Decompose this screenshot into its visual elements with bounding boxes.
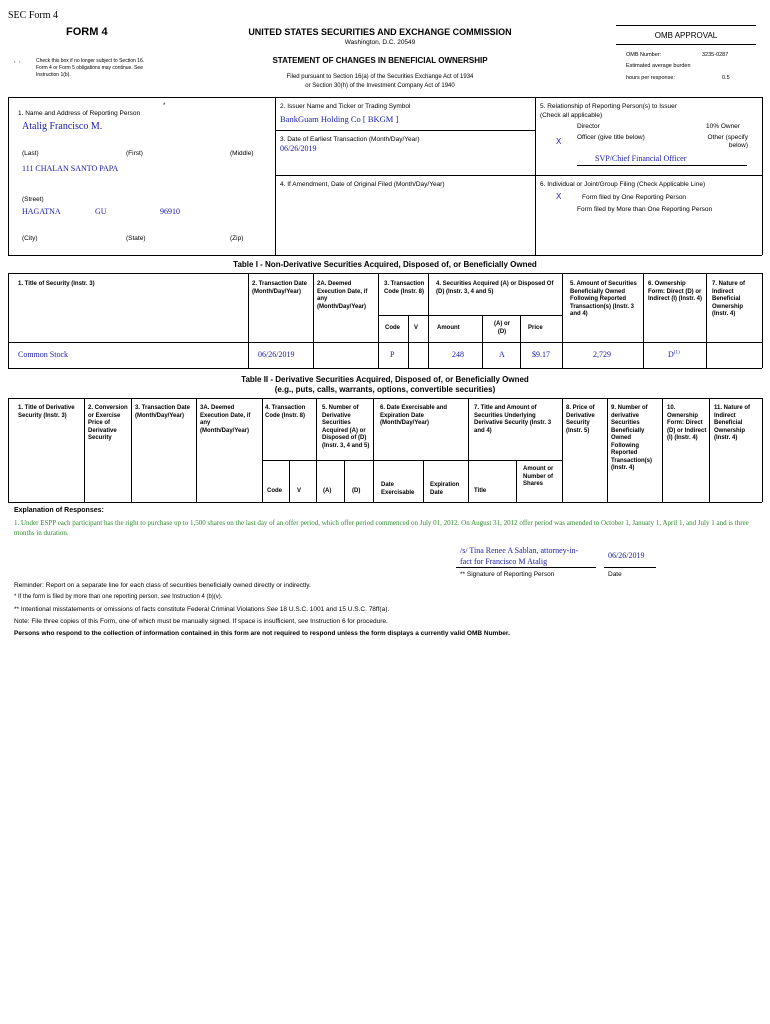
t2-v-header: V: [297, 488, 302, 494]
explanation-text: 1. Under ESPP each participant has the right to purchase up to 1,500 shares on the last day of an offer period, which offer period commenced on July 01, 2012. On August 31, 2012 offer period was amended to October 1, January 1, April 1, and July 1 and is three months in duration.: [14, 519, 749, 537]
form-title: FORM 4: [66, 26, 108, 38]
last-label: (Last): [22, 150, 39, 157]
t1-code-header: Code: [385, 325, 400, 331]
reporting-person-name[interactable]: Atalig Francisco M.: [22, 121, 103, 132]
t1-row-title[interactable]: Common Stock: [18, 350, 69, 359]
issuer-value[interactable]: BankGuam Holding Co [ BKGM ]: [280, 114, 399, 124]
officer-title[interactable]: SVP/Chief Financial Officer: [595, 154, 687, 163]
t2-h6: 6. Date Exercisable and Expiration Date (Month/Day/Year): [380, 405, 448, 426]
street-value[interactable]: 111 CHALAN SANTO PAPA: [22, 164, 119, 173]
explanation-label: Explanation of Responses:: [14, 507, 104, 514]
middle-label: (Middle): [230, 150, 254, 157]
director-label[interactable]: Director: [577, 123, 600, 130]
table1-title: Table I - Non-Derivative Securities Acquired, Disposed of, or Beneficially Owned: [233, 260, 537, 269]
footnote-1: * If the form is filed by more than one reporting person, see Instruction 4 (b)(v).: [14, 594, 223, 600]
t2-a-header: (A): [323, 488, 332, 494]
earliest-date-label: 3. Date of Earliest Transaction (Month/Day/Year): [280, 136, 420, 143]
city-label: (City): [22, 235, 38, 242]
issuer-label: 2. Issuer Name and Ticker or Trading Symbol: [280, 103, 411, 110]
reminder-text: Reminder: Report on a separate line for each class of securities beneficially owned directly or indirectly.: [14, 582, 311, 589]
t2-h3a: 3A. Deemed Execution Date, if any (Month/Day/Year): [200, 405, 251, 434]
t1-h5: 5. Amount of Securities Beneficially Owned Following Reported Transaction(s) (Instr. 3 and 4): [570, 281, 637, 317]
zip-value[interactable]: 96910: [160, 207, 180, 216]
t1-row-date[interactable]: 06/26/2019: [258, 350, 295, 359]
t1-row-price[interactable]: $9.17: [532, 350, 550, 359]
t2-amount-header: Amount or Number of Shares: [523, 466, 554, 487]
footnote-2: ** Intentional misstatements or omissions of facts constitute Federal Criminal Violations See 18 U.S.C. 1001 and 15 U.S.C. 78ff(a).: [14, 606, 390, 613]
omb-hours-value: 0.5: [722, 75, 730, 81]
filing-more-label[interactable]: Form filed by More than One Reporting Person: [577, 206, 713, 213]
t2-code-header: Code: [267, 488, 282, 494]
t1-amount-header: Amount: [437, 325, 460, 331]
reporting-person-label: 1. Name and Address of Reporting Person: [18, 110, 141, 117]
t2-d-header: (D): [352, 488, 361, 494]
t1-ad-header: (A) or (D): [494, 321, 510, 335]
first-label: (First): [126, 150, 143, 157]
t1-row-code[interactable]: P: [390, 350, 395, 359]
t2-date-exercisable-header: Date Exercisable: [381, 482, 415, 496]
amendment-label: 4. If Amendment, Date of Original Filed (Month/Day/Year): [280, 181, 445, 188]
t2-h9: 9. Number of derivative Securities Beneficially Owned Following Reported Transaction(s) (Instr. 4): [611, 405, 653, 471]
t2-h11: 11. Nature of Indirect Beneficial Ownership (Instr. 4): [714, 405, 751, 441]
t2-h4: 4. Transaction Code (Instr. 8): [265, 405, 306, 419]
commission-city: Washington, D.C. 20549: [344, 39, 416, 46]
t2-h10: 10. Ownership Form: Direct (D) or Indirect (I) (Instr. 4): [667, 405, 707, 441]
t1-price-header: Price: [528, 325, 543, 331]
relationship-sub: (Check all applicable): [540, 112, 603, 119]
ten-pct-owner-label[interactable]: 10% Owner: [706, 123, 740, 130]
t1-h2: 2. Transaction Date (Month/Day/Year): [252, 281, 308, 295]
t1-h7: 7. Nature of Indirect Beneficial Ownership (Instr. 4): [712, 281, 746, 317]
officer-check-mark[interactable]: X: [556, 137, 562, 146]
date-label: Date: [608, 571, 622, 578]
table2-subtitle: (e.g., puts, calls, warrants, options, convertible securities): [274, 385, 496, 394]
t1-row-amount[interactable]: 248: [452, 350, 464, 359]
signature-label: ** Signature of Reporting Person: [460, 571, 555, 578]
statement-title: STATEMENT OF CHANGES IN BENEFICIAL OWNERSHIP: [272, 56, 488, 65]
t1-row-owned[interactable]: 2,729: [593, 350, 611, 359]
omb-number-value: 3235-0287: [702, 52, 729, 58]
table2-title: Table II - Derivative Securities Acquired, Disposed of, or Beneficially Owned: [241, 375, 529, 384]
omb-number-label: OMB Number:: [626, 52, 662, 58]
t1-row-form[interactable]: $D^{(1)}$: [668, 350, 680, 359]
signature-line-2[interactable]: fact for Francisco M Atalig: [460, 557, 548, 566]
t1-row-form-footnote: (1): [673, 350, 680, 356]
filed-line-2: or Section 30(h) of the Investment Company Act of 1940: [305, 83, 455, 89]
signature-date[interactable]: 06/26/2019: [608, 551, 645, 560]
checkbox-marker[interactable]: , ,: [14, 58, 21, 64]
relationship-label: 5. Relationship of Reporting Person(s) to Issuer: [540, 103, 677, 110]
officer-label[interactable]: Officer (give title below): [577, 134, 645, 141]
t1-h3: 3. Transaction Code (Instr. 8): [384, 281, 425, 295]
footnote-3: Note: File three copies of this Form, one of which must be manually signed. If space is insufficient, see Instruction 6 for procedure.: [14, 618, 388, 625]
t2-title-header: Title: [474, 488, 487, 494]
t1-h2a: 2A. Deemed Execution Date, if any (Month/Day/Year): [317, 281, 368, 310]
signature-line-1[interactable]: /s/ Tina Renee A Sablan, attorney-in-: [460, 546, 579, 555]
t1-h6: 6. Ownership Form: Direct (D) or Indirect (I) (Instr. 4): [648, 281, 703, 302]
t2-h3: 3. Transaction Date (Month/Day/Year): [135, 405, 191, 419]
t2-h2: 2. Conversion or Exercise Price of Derivative Security: [88, 405, 128, 441]
state-label: (State): [126, 235, 146, 242]
state-value[interactable]: GU: [95, 207, 107, 216]
filing-label: 6. Individual or Joint/Group Filing (Check Applicable Line): [540, 181, 706, 188]
filing-check-mark[interactable]: X: [556, 192, 562, 201]
t2-expiration-header: Expiration Date: [430, 482, 460, 496]
other-label[interactable]: Other (specify below): [707, 134, 748, 149]
t1-h1: 1. Title of Security (Instr. 3): [18, 281, 95, 287]
t2-h1: 1. Title of Derivative Security (Instr. 3): [18, 405, 75, 419]
city-value[interactable]: HAGATNA: [22, 207, 61, 216]
checkbox-text: Check this box if no longer subject to Section 16. Form 4 or Form 5 obligations may continue. See Instruction 1(b).: [36, 58, 145, 78]
omb-notice: Persons who respond to the collection of information contained in this form are not required to respond unless the form displays a currently valid OMB Number.: [14, 630, 510, 637]
t2-h8: 8. Price of Derivative Security (Instr. 5): [566, 405, 595, 434]
commission-name: UNITED STATES SECURITIES AND EXCHANGE COMMISSION: [248, 27, 512, 37]
t1-h4: 4. Securities Acquired (A) or Disposed Of (D) (Instr. 3, 4 and 5): [436, 281, 554, 295]
earliest-date-value[interactable]: 06/26/2019: [280, 144, 317, 153]
t1-v-header: V: [414, 325, 419, 331]
omb-burden-label: Estimated average burden: [626, 63, 691, 69]
omb-title: OMB APPROVAL: [654, 31, 718, 40]
t1-row-ad[interactable]: A: [499, 350, 505, 359]
t2-h7: 7. Title and Amount of Securities Underlying Derivative Security (Instr. 3 and 4): [474, 405, 552, 434]
omb-hours-label: hours per response:: [626, 75, 675, 81]
sec-form-label: SEC Form 4: [8, 10, 59, 21]
filed-line-1: Filed pursuant to Section 16(a) of the Securities Exchange Act of 1934: [286, 74, 474, 80]
omb-box: [616, 25, 756, 87]
t2-h5: 5. Number of Derivative Securities Acquired (A) or Disposed of (D) (Instr. 3, 4 and 5): [322, 405, 370, 449]
street-label: (Street): [22, 196, 44, 203]
filing-one-label[interactable]: Form filed by One Reporting Person: [582, 194, 687, 201]
reporting-person-asterisk: *: [163, 103, 166, 109]
zip-label: (Zip): [230, 235, 244, 242]
